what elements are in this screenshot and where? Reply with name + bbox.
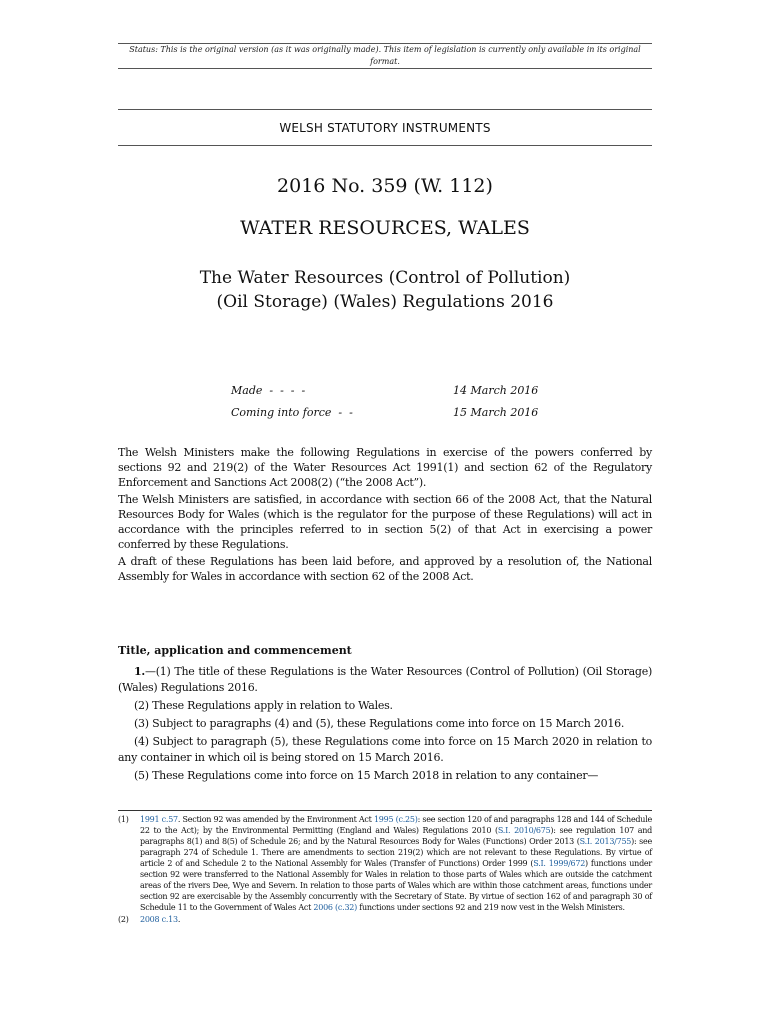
paragraph-2: (2) These Regulations apply in relation to Wales.: [134, 699, 393, 712]
status-rule: [118, 68, 652, 69]
subject-heading: WATER RESOURCES, WALES: [240, 217, 530, 239]
footnote-link[interactable]: 2008 c.13: [140, 915, 178, 924]
recital-3: A draft of these Regulations has been laid before, and approved by a resolution of, the National Assembly for Wales in accordance with section 62 of the 2008 Act.: [118, 555, 652, 583]
footnote-text: functions under sections 92 and 219 now vest in the Welsh Ministers.: [357, 903, 625, 912]
header-rule-top: [118, 109, 652, 110]
title-line-2: (Oil Storage) (Wales) Regulations 2016: [216, 292, 554, 312]
footnote-text: ): see paragraph 274 of Schedule 1. There are amendments to section 219(2) which are not relevant to these Regulations. By virtue of article 2 of and Schedule 2 to the National Assembly for Wales (Transfer of Functions) Order 1999 (: [140, 837, 652, 868]
footnote-link[interactable]: S.I. 1999/672: [533, 859, 586, 868]
force-label: Coming into force - -: [231, 406, 353, 419]
paragraph-1: [118, 664, 652, 696]
regulations-title: [118, 266, 652, 314]
footnote-2-mark: (2): [118, 915, 129, 924]
footnote-rule: [118, 810, 652, 811]
footnote-1-mark: (1): [118, 815, 129, 824]
regulation-number: 1.: [134, 665, 145, 678]
series-heading: WELSH STATUTORY INSTRUMENTS: [279, 121, 491, 135]
status-note: Status: This is the original version (as it was originally made). This item of legislation is currently only available in its original format.: [129, 45, 641, 66]
made-row: [231, 380, 538, 402]
footnote-link[interactable]: 1995 (c.25): [373, 815, 418, 824]
footnote-link[interactable]: 2006 (c.32): [313, 903, 357, 912]
paragraph-1-text: —(1) The title of these Regulations is the Water Resources (Control of Pollution) (Oil Storage) (Wales) Regulations 2016.: [118, 665, 652, 694]
recital-1: The Welsh Ministers make the following Regulations in exercise of the powers conferred by sections 92 and 219(2) of the Water Resources Act 1991(1) and section 62 of the Regulatory Enforcement and Sanctions Act 2008(2) (“the 2008 Act”).: [118, 446, 652, 489]
force-date: 15 March 2016: [453, 406, 539, 419]
recital-2: The Welsh Ministers are satisfied, in accordance with section 66 of the 2008 Act, that the Natural Resources Body for Wales (which is the regulator for the purpose of these Regulations) will act in accordance with the principles referred to in section 5(2) of that Act in exercising a power conferred by these Regulations.: [118, 493, 652, 551]
made-date: 14 March 2016: [453, 384, 539, 397]
footnote-2-text: [140, 914, 652, 925]
made-label: Made - - - -: [231, 384, 306, 397]
dates-block: [231, 380, 538, 424]
footnote-link[interactable]: S.I. 2010/675: [497, 826, 551, 835]
paragraph-5: (5) These Regulations come into force on 15 March 2018 in relation to any container—: [134, 769, 599, 782]
force-row: [231, 402, 538, 424]
regulation-1: [118, 664, 652, 786]
header-rule-bottom: [118, 145, 652, 146]
footnote-text: ) functions under section 92 were transferred to the National Assembly for Wales in relation to those parts of Wales which are outside the catchment areas of the rivers Dee, Wye and Severn. In relation to those parts of Wales which are within those catchment areas, functions under section 92 are exercisable by the Assembly concurrently with the Secretary of State. By virtue of section 162 of and paragraph 30 of Schedule 11 to the Government of Wales Act: [140, 859, 652, 912]
footnote-text: . Section 92 was amended by the Environment Act: [177, 815, 374, 824]
instrument-number: 2016 No. 359 (W. 112): [277, 175, 493, 197]
footnote-link[interactable]: 1991 c.57: [140, 815, 178, 824]
footnotes: [118, 814, 652, 926]
footnote-1: [118, 814, 652, 913]
footnote-link[interactable]: S.I. 2013/755: [579, 837, 632, 846]
footnote-1-text: [140, 814, 652, 913]
title-line-1: The Water Resources (Control of Pollution): [199, 268, 571, 288]
recitals: [118, 445, 652, 586]
section-heading: Title, application and commencement: [118, 644, 352, 657]
footnote-text: : see section 120 of and paragraphs 128 and 144 of Schedule 22 to the Act); by the Environmental Permitting (England and Wales) Regulations 2010 (: [140, 815, 652, 835]
footnote-text: .: [177, 915, 181, 924]
paragraph-3: (3) Subject to paragraphs (4) and (5), these Regulations come into force on 15 March 2016.: [134, 717, 625, 730]
footnote-text: ): see regulation 107 and paragraphs 8(1) and 8(5) of Schedule 26; and by the Natural Resources Body for Wales (Functions) Order 2013 (: [140, 826, 653, 846]
paragraph-4: (4) Subject to paragraph (5), these Regulations come into force on 15 March 2020 in relation to any container in which oil is being stored on 15 March 2016.: [118, 735, 652, 764]
footnote-2: [118, 914, 652, 925]
